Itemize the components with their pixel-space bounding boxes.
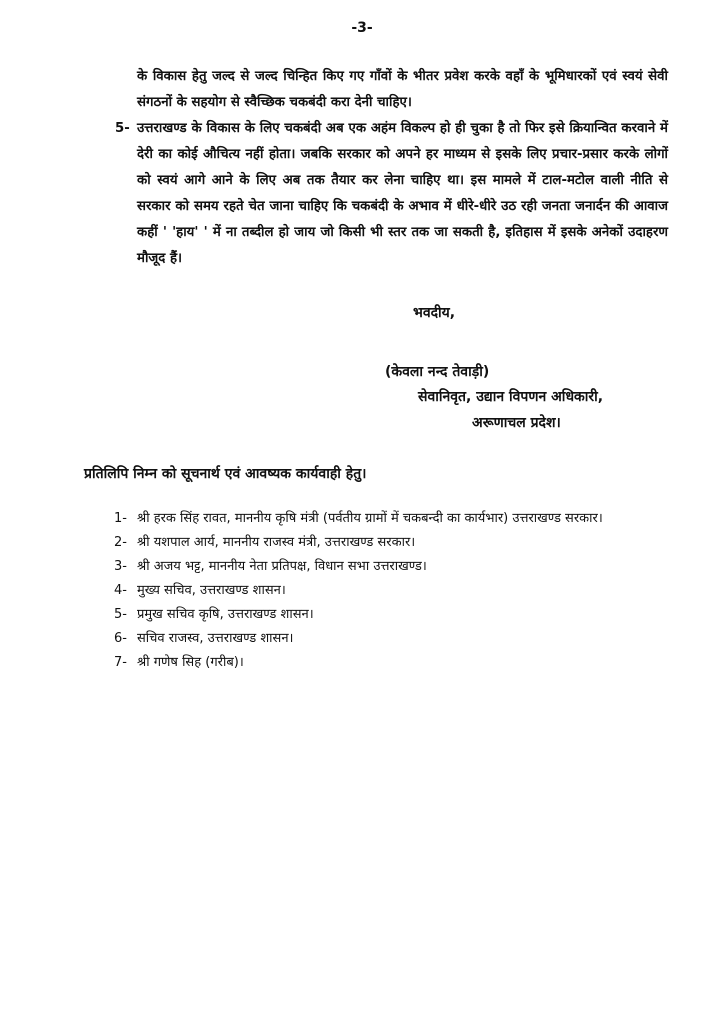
list-item bbox=[114, 651, 670, 675]
closing-salutation: भवदीय, bbox=[413, 305, 456, 321]
list-item bbox=[114, 507, 670, 531]
point-5-number: 5- bbox=[115, 121, 130, 136]
copy-to-list bbox=[114, 507, 670, 675]
list-item bbox=[114, 555, 670, 579]
list-item bbox=[114, 603, 670, 627]
list-item-text: प्रमुख सचिव कृषि, उत्तराखण्ड शासन। bbox=[137, 607, 314, 622]
list-item-text: सचिव राजस्व, उत्तराखण्ड शासन। bbox=[137, 631, 294, 646]
point-5-paragraph: उत्तराखण्ड के विकास के लिए चकबंदी अब एक अहंम विकल्प हो ही चुका है तो फिर इसे क्रियान्वित करवाने में देरी का कोई औचित्य नहीं होता। जबकि सरकार को अपने हर माध्यम से इसके लिए प्रचार-प्रसार करके लोगों को स्वयं आगे आने के लिए अब तक तैयार कर लेना चाहिए था। इस मामले में टाल-मटोल वाली नीति से सरकार को समय रहते चेत जाना चाहिए कि चकबंदी के अभाव में धीरे-धीरे उठ रही जनता जनार्दन की आवाज कहीं ' 'हाय' ' में ना तब्दील हो जाय जो किसी भी स्तर तक जा सकती है, इतिहास में इसके अनेकों उदाहरण मौजूद हैं। bbox=[137, 121, 668, 266]
list-item-number: 7- bbox=[114, 655, 127, 670]
list-item bbox=[114, 531, 670, 555]
signatory-title: सेवानिवृत, उद्यान विपणन अधिकारी, bbox=[418, 389, 604, 405]
list-item-text: श्री अजय भट्ट, माननीय नेता प्रतिपक्ष, विधान सभा उत्तराखण्ड। bbox=[137, 559, 427, 574]
signatory-name: (केवला नन्द तेवाड़ी) bbox=[385, 364, 490, 380]
list-item-text: मुख्य सचिव, उत्तराखण्ड शासन। bbox=[137, 583, 286, 598]
list-item-number: 6- bbox=[114, 631, 127, 646]
list-item-number: 1- bbox=[114, 511, 127, 526]
list-item-text: श्री गणेष सिह (गरीब)। bbox=[137, 655, 244, 670]
continuation-paragraph: के विकास हेतु जल्द से जल्द चिन्हित किए गए गाँवों के भीतर प्रवेश करके वहाँ के भूमिधारकों एवं स्वयं सेवी संगठनों के सहयोग से स्वैच्छिक चकबंदी करा देनी चाहिए। bbox=[137, 69, 668, 110]
list-item bbox=[114, 627, 670, 651]
list-item-number: 4- bbox=[114, 583, 127, 598]
list-item-text: श्री यशपाल आर्य, माननीय राजस्व मंत्री, उत्तराखण्ड सरकार। bbox=[137, 535, 416, 550]
list-item-number: 5- bbox=[114, 607, 127, 622]
signatory-place: अरूणाचल प्रदेश। bbox=[472, 415, 561, 431]
list-item-text: श्री हरक सिंह रावत, माननीय कृषि मंत्री (पर्वतीय ग्रामों में चकबन्दी का कार्यभार) उत्तराखण्ड सरकार। bbox=[137, 511, 603, 526]
copy-to-heading: प्रतिलिपि निम्न को सूचनार्थ एवं आवष्यक कार्यवाही हेतु। bbox=[84, 466, 367, 482]
list-item-number: 3- bbox=[114, 559, 127, 574]
list-item bbox=[114, 579, 670, 603]
list-item-number: 2- bbox=[114, 535, 127, 550]
page-number: -3- bbox=[351, 20, 373, 36]
